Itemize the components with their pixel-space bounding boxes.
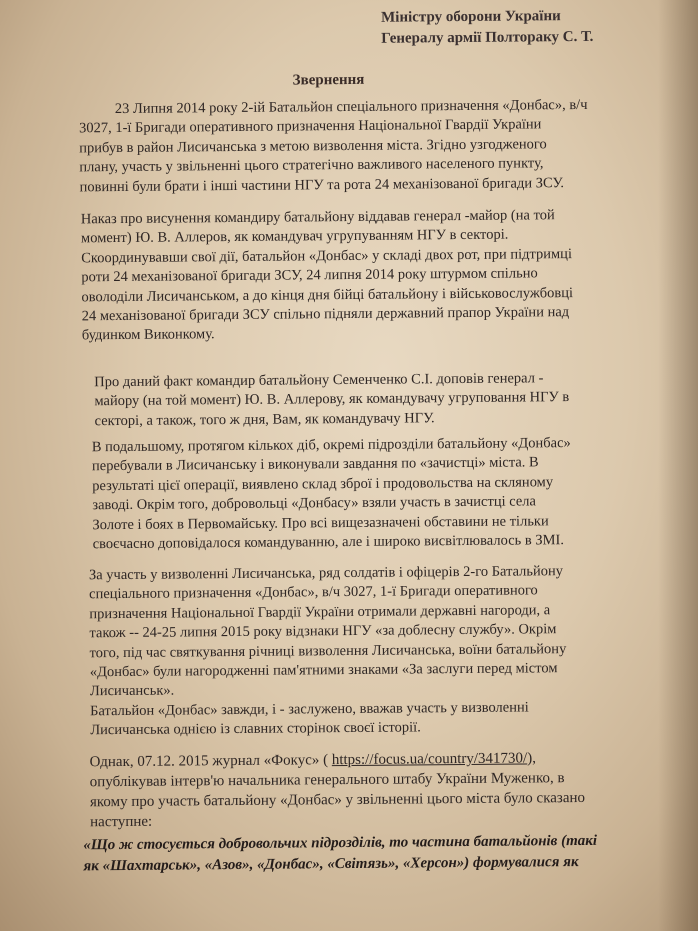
document-title: Звернення: [292, 71, 365, 89]
text-line: також -- 24-25 липня 2015 року відзнаки НГУ «за доблесну службу». Окрім: [89, 621, 557, 642]
paragraph-5: [89, 562, 567, 741]
text-line: наступне:: [90, 813, 153, 831]
text-line: Золоте і боях в Первомайську. Про всі вищезазначені обставини не тільки: [92, 512, 549, 533]
text-line: Про даний факт командир батальйону Семенченко С.І. доповів генерал -: [94, 370, 544, 391]
text-line: плану, участь у звільненні цього стратегічно важливого населеного пункту,: [79, 155, 544, 176]
text-line: прибув в район Лисичанська з метою визволення міста. Згідно узгодженого: [79, 136, 547, 157]
text-line: В подальшому, протягом кількох діб, окремі підрозділи батальйону «Донбас»: [91, 435, 571, 456]
text-line: майору (на той момент) Ю. В. Аллерову, як командувачу угруповання НГУ в: [94, 389, 570, 410]
text-line: своєчасно доповідалося командуванню, але і широко висвітлювалось в ЗМІ.: [92, 532, 564, 553]
text-line: як «Шахтарськ», «Азов», «Донбас», «Світязь», «Херсон») формувалися як: [83, 854, 579, 875]
text-line: того, під час святкування річниці визволення Лисичанська, воїни батальйону: [89, 640, 567, 661]
text-line: спеціального призначення «Донбас», в/ч 3027, 1-ї Бригади оперативного: [89, 582, 538, 603]
text-line: За участь у визволенні Лисичанська, ряд солдатів і офіцерів 2-го Батальйону: [88, 563, 564, 584]
text-line: перебували в Лисичанську і виконували завдання по «зачистці» міста. В: [91, 454, 539, 475]
paragraph-6: [89, 748, 585, 832]
text-line: момент) Ю. В. Аллеров, як командувач угрупуванням НГУ в секторі.: [80, 227, 509, 247]
text-line: 23 Липня 2014 року 2-ій Батальйон спеціального призначення «Донбас», в/ч: [114, 96, 588, 118]
paragraph-1: [78, 96, 588, 197]
text-line: повинні були брати і інші частини НГУ та рота 24 механізованої бригади ЗСУ.: [79, 174, 565, 195]
text-line: результаті цієї операції, виявлено склад зброї і продовольства на скляному: [92, 474, 554, 495]
text-line: якому про участь батальйону «Донбас» у звільненні цього міста було сказано: [89, 789, 586, 811]
text-line: Батальйон «Донбас» завжди, і - заслужено, вважав участь у визволенні: [90, 699, 529, 720]
text-line: опублікував інтерв'ю начальника генерального штабу України Муженко, в: [89, 770, 565, 791]
text-line: Лисичанськ».: [89, 682, 175, 700]
text-line: оволоділи Лисичанськом, а до кінця дня бійці батальйону і військовослужбовці: [81, 284, 574, 305]
text-line: будинком Виконкому.: [81, 326, 215, 344]
text-line: призначення Національної Гвардії України отримали державні нагороди, а: [89, 602, 551, 623]
text-line: Скоординувавши свої дії, батальйон «Донбас» у складі двох рот, при підтримці: [81, 245, 573, 267]
text-fragment: ),: [527, 750, 537, 767]
paragraph-2: [81, 206, 574, 346]
text-line: Лисичанська однією із славних сторінок своєї історії.: [90, 719, 421, 739]
text-line: «Що ж стосується добровольчих підрозділів, то частина батальйонів (такі: [83, 832, 598, 854]
text-line: секторі, а також, того ж дня, Вам, як командувачу НГУ.: [94, 410, 435, 430]
addressee-line: Генералу армії Полтораку С. Т.: [381, 28, 594, 47]
paragraph-3: [94, 369, 569, 431]
text-line: заводі. Окрім того, добровольці «Донбасу» взяли участь в зачистці села: [92, 493, 537, 514]
addressee-line: Міністру оборони України: [381, 8, 561, 26]
text-fragment: Однак, 07.12. 2015 журнал «Фокус» (: [89, 752, 332, 771]
text-line: 3027, 1-ї Бригади оперативного призначення Національної Гвардії України: [78, 116, 542, 137]
quote-paragraph: [83, 831, 597, 877]
text-line: роти 24 механізованої бригади ЗСУ, 24 липня 2014 року штурмом спільно: [81, 265, 538, 286]
text-line: Наказ про висунення командиру батальйону віддавав генерал -майор (на той: [80, 207, 555, 228]
text-line: 24 механізованої бригади ЗСУ спільно підняли державний прапор України над: [81, 304, 570, 325]
focus-article-link[interactable]: https://focus.ua/country/341730/: [331, 750, 528, 769]
text-line: «Донбас» були нагородженні пам'ятними знаками «За заслуги перед містом: [89, 660, 558, 681]
addressee-block: [381, 5, 681, 50]
paragraph-4: [92, 434, 572, 555]
